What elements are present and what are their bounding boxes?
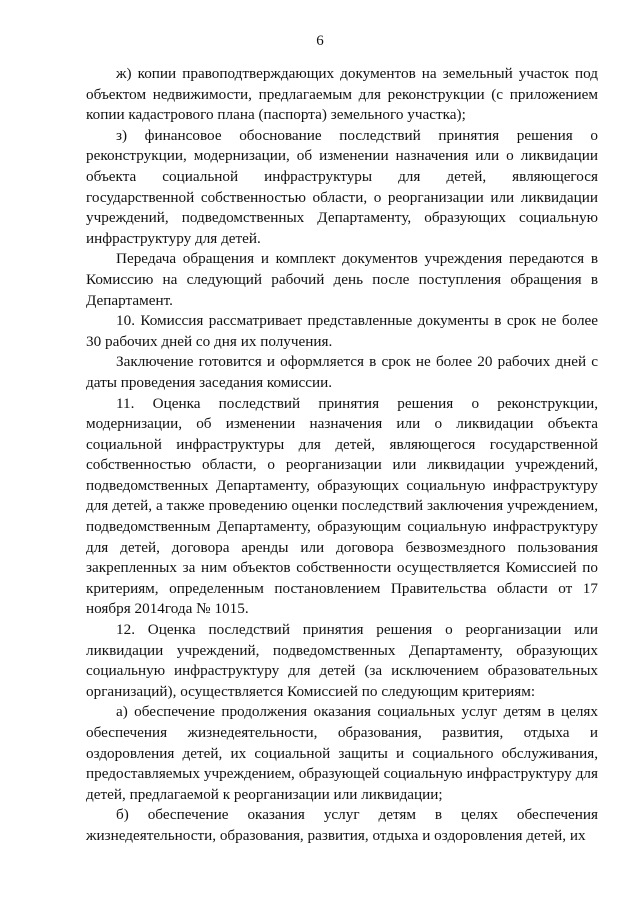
paragraph-conclusion: Заключение готовится и оформляется в срок не более 20 рабочих дней с даты проведения заседания комиссии. xyxy=(86,353,598,391)
paragraph-transfer: Передача обращения и комплект документов учреждения передаются в Комиссию на следующий рабочий день после поступления обращения в Департамент. xyxy=(86,250,598,309)
paragraph-z: з) финансовое обоснование последствий принятия решения о реконструкции, модернизации, об изменении назначения или о ликвидации объекта социальной инфраструктуры для детей, являющегося государственной собственностью области, о реорганизации или ликвидации учреждений, подведомственных Департаменту, образующих социальную инфраструктуру для детей. xyxy=(86,126,598,247)
document-body xyxy=(86,64,598,847)
page-number: 6 xyxy=(316,33,324,49)
paragraph-b: б) обеспечение оказания услуг детям в целях обеспечения жизнедеятельности, образования, развития, отдыха и оздоровления детей, их xyxy=(86,806,598,844)
paragraph-11: 11. Оценка последствий принятия решения о реконструкции, модернизации, об изменении назначения или о ликвидации объекта социальной инфраструктуры для детей, являющегося государственной собственностью области, о реорганизации или ликвидации учреждений, подведомственных Департаменту, образующих социальную инфраструктуру для детей, а также проведению оценки последствий заключения учреждением, подведомственным Департаменту, образующим социальную инфраструктуру для детей, договора аренды или договора безвозмездного пользования закрепленных за ним объектов собственности осуществляется Комиссией по критериям, определенным постановлением Правительства области от 17 ноября 2014года № 1015. xyxy=(86,394,598,618)
paragraph-zh: ж) копии правоподтверждающих документов на земельный участок под объектом недвижимости, предлагаемым для реконструкции (с приложением копии кадастрового плана (паспорта) земельного участка); xyxy=(86,65,598,124)
paragraph-12: 12. Оценка последствий принятия решения о реорганизации или ликвидации учреждений, подведомственных Департаменту, образующих социальную инфраструктуру для детей (за исключением образовательных организаций), осуществляется Комиссией по следующим критериям: xyxy=(86,621,598,700)
paragraph-10: 10. Комиссия рассматривает представленные документы в срок не более 30 рабочих дней со дня их получения. xyxy=(86,312,598,350)
paragraph-a: а) обеспечение продолжения оказания социальных услуг детям в целях обеспечения жизнедеятельности, образования, развития, отдыха и оздоровления детей, их социальной защиты и социального обслуживания, предоставляемых учреждением, образующей социальную инфраструктуру для детей, предлагаемой к реорганизации или ликвидации; xyxy=(86,703,598,803)
